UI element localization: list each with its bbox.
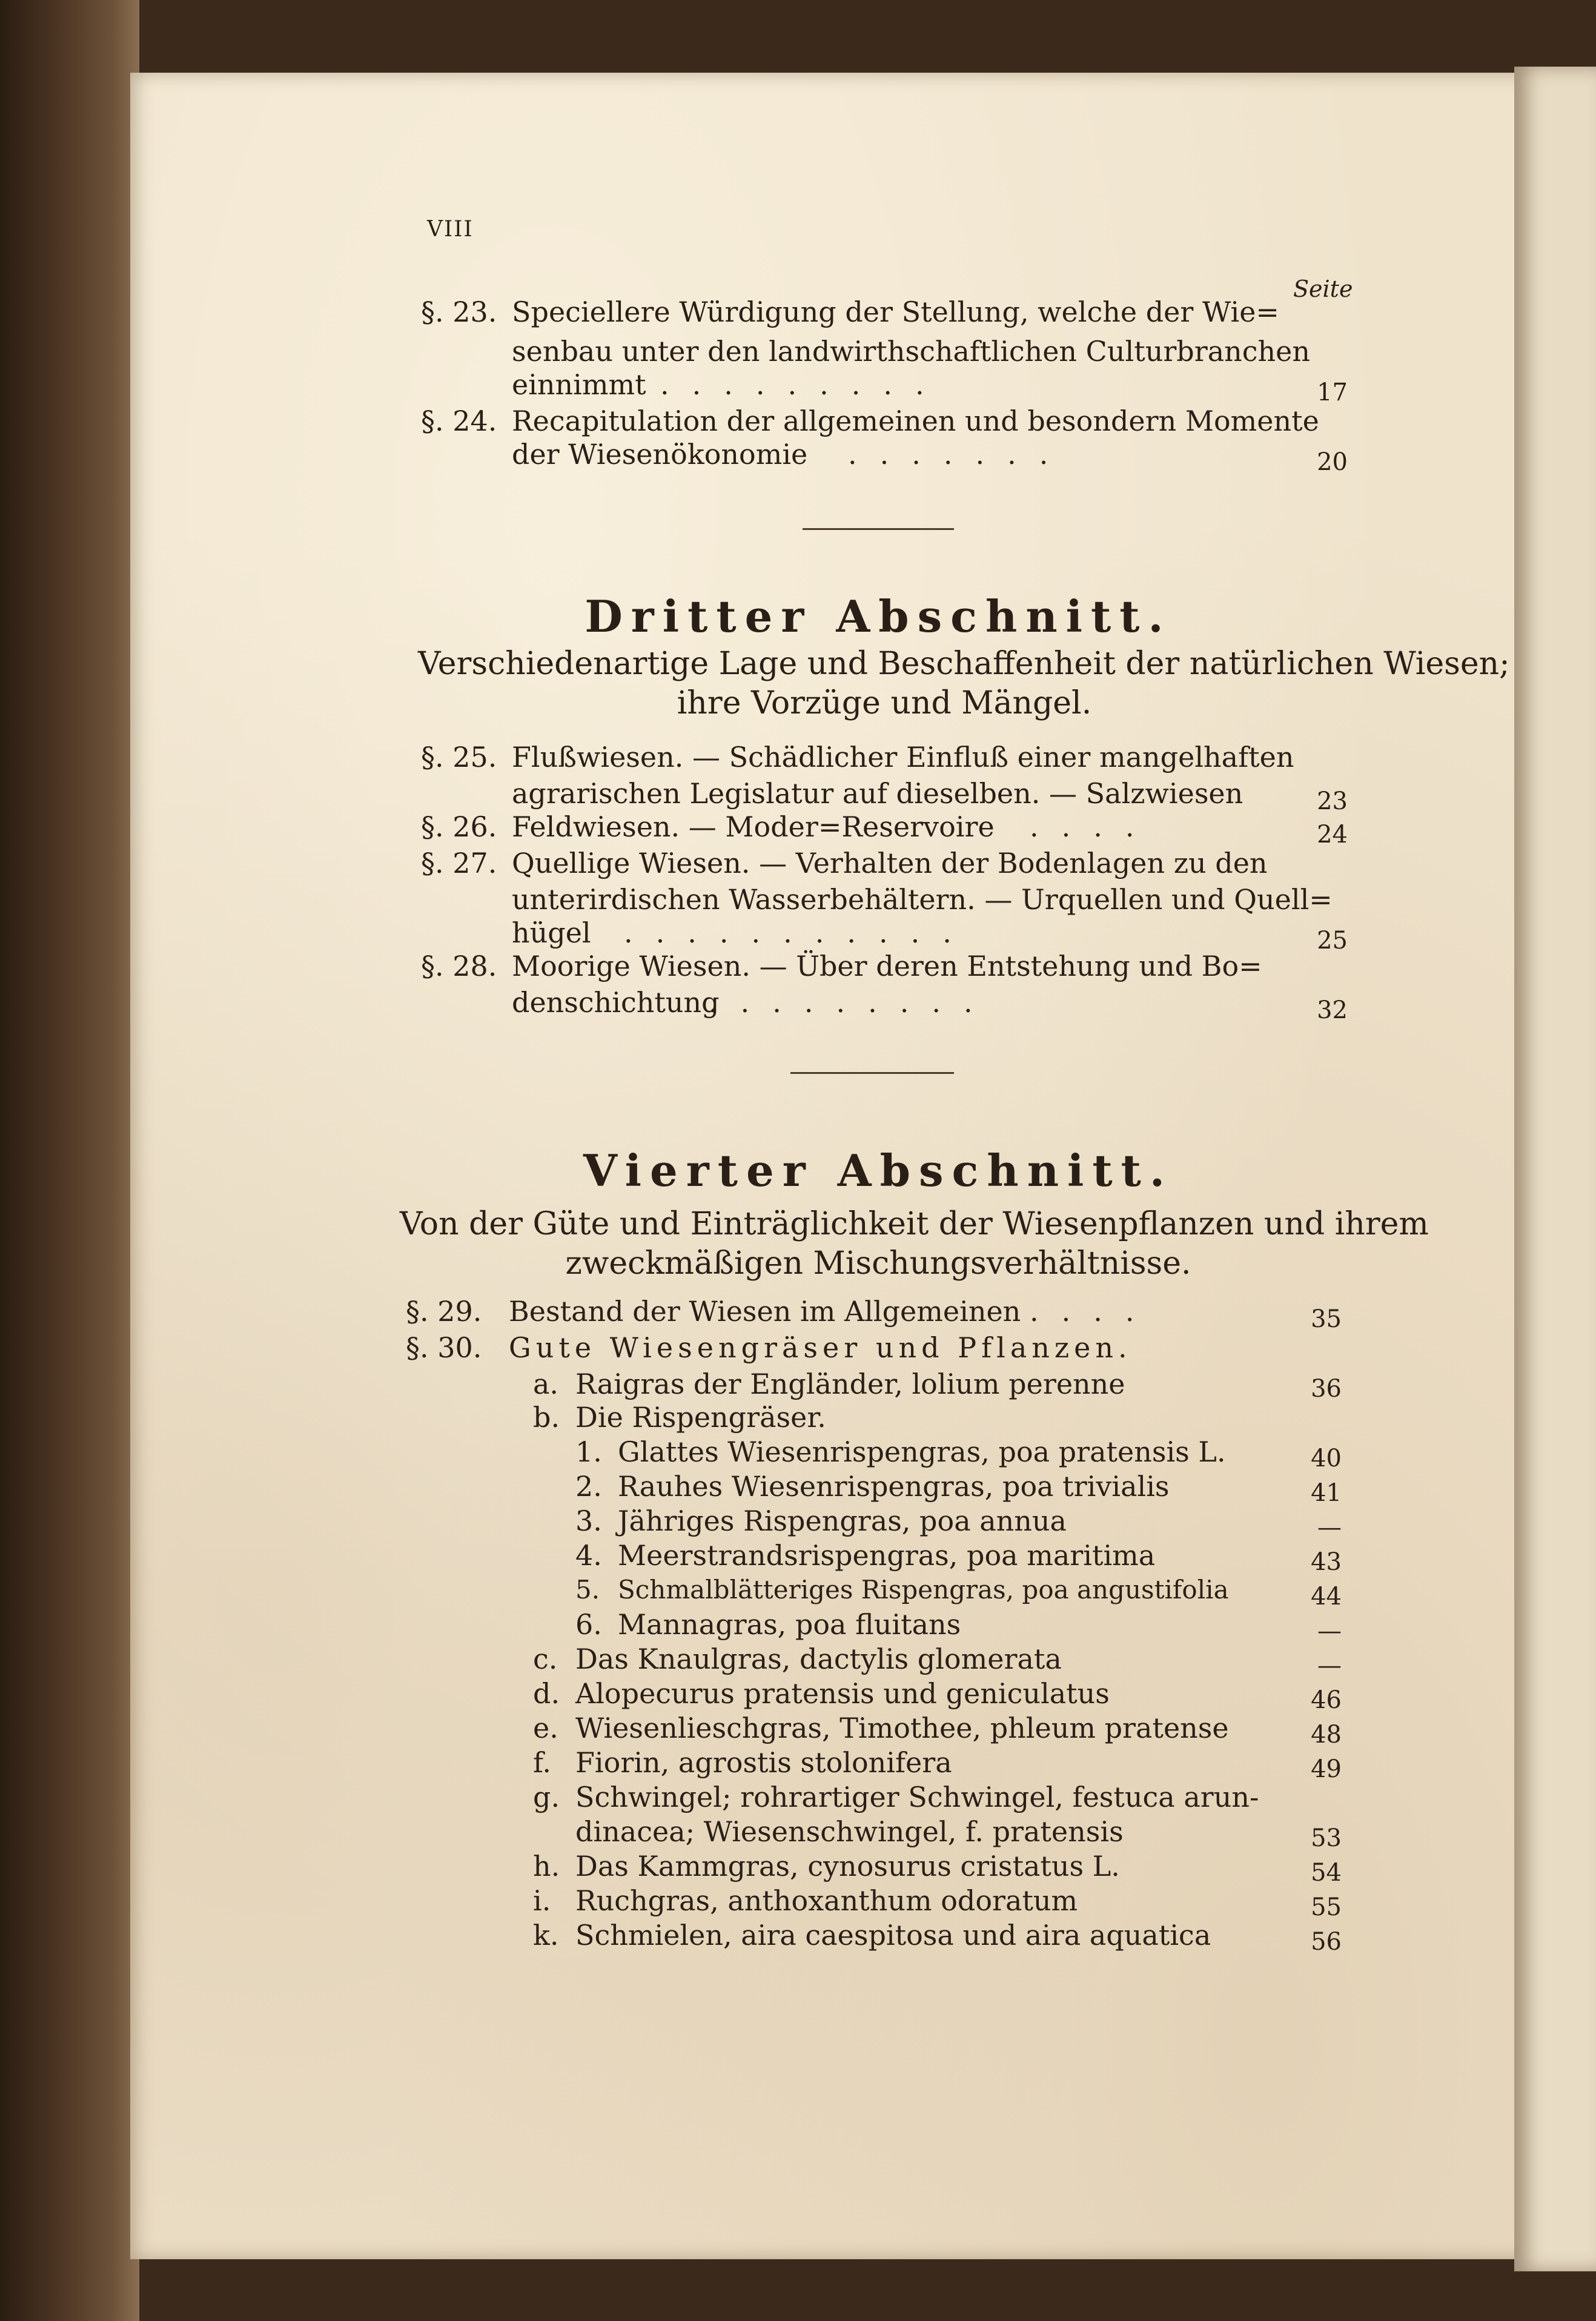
page-number: 40	[1311, 1445, 1342, 1472]
page-number: 44	[1311, 1583, 1342, 1611]
entry-line: Moorige Wiesen. — Über deren Entstehung und Bo=	[512, 950, 1262, 982]
subentry-text: Raigras der Engländer, lolium perenne	[575, 1368, 1125, 1400]
subentry-label: g.	[533, 1781, 560, 1813]
section-number: §. 26.	[421, 810, 497, 843]
entry-line: Flußwiesen. — Schädlicher Einfluß einer mangelhaften	[512, 741, 1294, 773]
subentry-label: c.	[533, 1643, 558, 1675]
page-number: 41	[1311, 1479, 1342, 1507]
subentry-label: 2.	[575, 1470, 602, 1503]
subentry-label: 6.	[575, 1608, 602, 1641]
page-number: —	[1317, 1617, 1342, 1645]
subentry-text: Das Knaulgras, dactylis glomerata	[575, 1643, 1062, 1675]
page-number: 23	[1317, 787, 1348, 815]
page-number: 25	[1317, 927, 1348, 955]
section-subtitle: zweckmäßigen Mischungsverhältnisse.	[565, 1245, 1191, 1282]
entry-line: hügel	[512, 916, 591, 949]
page-number: 46	[1311, 1686, 1342, 1714]
entry-line: Bestand der Wiesen im Allgemeinen	[509, 1295, 1021, 1328]
subentry-text: Schwingel; rohrartiger Schwingel, festuca arun-	[575, 1781, 1259, 1813]
entry-line: senbau unter den landwirthschaftlichen Culturbranchen	[512, 335, 1311, 368]
section-subtitle: ihre Vorzüge und Mängel.	[677, 685, 1092, 721]
page-number: 20	[1317, 448, 1348, 476]
section-heading: Vierter Abschnitt.	[583, 1145, 1173, 1196]
page-number: —	[1317, 1652, 1342, 1680]
page-number: 36	[1311, 1375, 1342, 1403]
subentry-text: Ruchgras, anthoxanthum odoratum	[575, 1884, 1078, 1917]
section-divider	[790, 1072, 954, 1074]
folio-number: VIII	[427, 217, 474, 242]
entry-line: Gute Wiesengräser und Pflanzen.	[509, 1331, 1132, 1364]
subentry-text: Meerstrandsrispengras, poa maritima	[618, 1539, 1156, 1572]
page-number: —	[1317, 1514, 1342, 1541]
subentry-label: i.	[533, 1884, 551, 1917]
subentry-label: 4.	[575, 1539, 602, 1572]
page-number: 24	[1317, 821, 1348, 849]
page-number: 53	[1311, 1824, 1342, 1852]
entry-line: Speciellere Würdigung der Stellung, welche der Wie=	[512, 296, 1279, 328]
page-number: 17	[1317, 379, 1348, 406]
subentry-text: Alopecurus pratensis und geniculatus	[575, 1677, 1110, 1710]
section-number: §. 28.	[421, 950, 497, 982]
section-number: §. 27.	[421, 847, 497, 879]
entry-line: unterirdischen Wasserbehältern. — Urquellen und Quell=	[512, 883, 1333, 916]
section-number: §. 29.	[406, 1295, 482, 1328]
page-number: 35	[1311, 1305, 1342, 1333]
subentry-label: k.	[533, 1919, 559, 1952]
subentry-text: Fiorin, agrostis stolonifera	[575, 1746, 952, 1779]
subentry-text: Das Kammgras, cynosurus cristatus L.	[575, 1850, 1120, 1882]
subentry-text: Jähriges Rispengras, poa annua	[618, 1505, 1067, 1537]
subentry-label: f.	[533, 1746, 552, 1779]
subentry-label: 5.	[575, 1575, 600, 1604]
subentry-label: a.	[533, 1368, 559, 1400]
section-number: §. 23.	[421, 296, 497, 328]
leader-dots: ...........	[624, 916, 975, 949]
leader-dots: ....	[1030, 810, 1157, 843]
page-number: 56	[1311, 1928, 1342, 1956]
subentry-label: d.	[533, 1677, 560, 1710]
page-number: 55	[1311, 1893, 1342, 1921]
leader-dots: .........	[660, 368, 947, 401]
subentry-label: 1.	[575, 1435, 602, 1468]
subentry-text: Rauhes Wiesenrispengras, poa trivialis	[618, 1470, 1170, 1503]
section-number: §. 30.	[406, 1331, 482, 1364]
section-divider	[803, 528, 954, 530]
subentry-text: Wiesenlieschgras, Timothee, phleum pratense	[575, 1712, 1229, 1744]
leader-dots: .........	[709, 986, 996, 1019]
entry-line: denschichtung	[512, 986, 720, 1019]
section-subtitle: Verschiedenartige Lage und Beschaffenheit der natürlichen Wiesen;	[418, 646, 1510, 682]
section-number: §. 24.	[421, 405, 497, 437]
subentry-label: 3.	[575, 1505, 602, 1537]
subentry-label: e.	[533, 1712, 558, 1744]
entry-line: Feldwiesen. — Moder=Reservoire	[512, 810, 995, 843]
section-subtitle: Von der Güte und Einträglichkeit der Wiesenpflanzen und ihrem	[400, 1206, 1429, 1242]
subentry-text: Mannagras, poa fluitans	[618, 1608, 961, 1641]
page-number: 54	[1311, 1859, 1342, 1887]
subentry-text: Schmalblätteriges Rispengras, poa angustifolia	[618, 1575, 1229, 1604]
subentry-label: h.	[533, 1850, 560, 1882]
book-binding	[0, 0, 139, 2321]
entry-line: Recapitulation der allgemeinen und besondern Momente	[512, 405, 1319, 437]
subentry-label: b.	[533, 1401, 560, 1434]
page-number: 48	[1311, 1721, 1342, 1749]
entry-line: der Wiesenökonomie	[512, 438, 808, 471]
page-number: 43	[1311, 1548, 1342, 1576]
leader-dots: ....	[1030, 1295, 1157, 1328]
entry-line: einnimmt	[512, 368, 646, 401]
facing-page-edge	[1514, 67, 1596, 2271]
page-number: 32	[1317, 996, 1348, 1024]
subentry-text: Die Rispengräser.	[575, 1401, 826, 1434]
entry-line: agrarischen Legislatur auf dieselben. — Salzwiesen	[512, 777, 1243, 810]
entry-line: Quellige Wiesen. — Verhalten der Bodenlagen zu den	[512, 847, 1268, 879]
subentry-text: Schmielen, aira caespitosa und aira aquatica	[575, 1919, 1211, 1952]
leader-dots: .......	[848, 438, 1071, 471]
subentry-text: Glattes Wiesenrispengras, poa pratensis L.	[618, 1435, 1226, 1468]
section-heading: Dritter Abschnitt.	[584, 591, 1172, 642]
seite-label: Seite	[1293, 276, 1353, 302]
subentry-text: dinacea; Wiesenschwingel, f. pratensis	[575, 1815, 1124, 1848]
page-number: 49	[1311, 1755, 1342, 1783]
section-number: §. 25.	[421, 741, 497, 773]
